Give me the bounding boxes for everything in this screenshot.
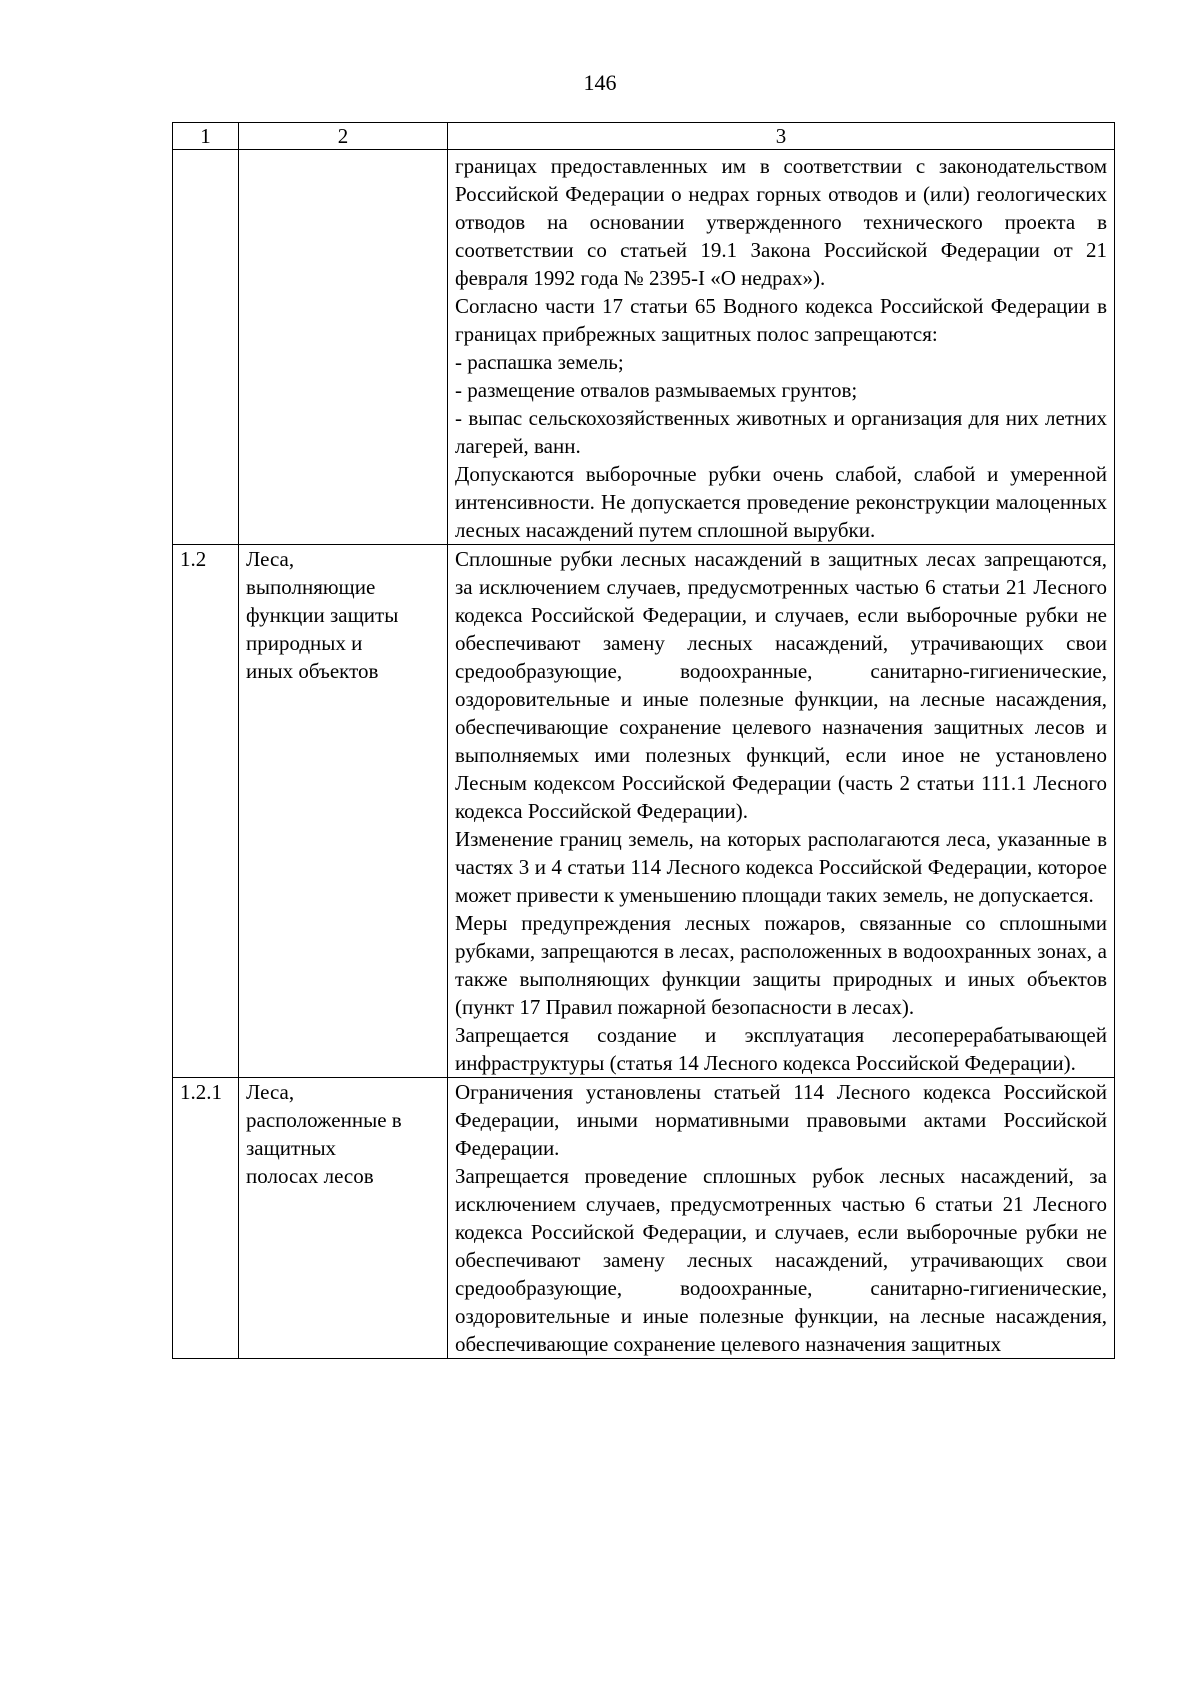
header-col-3: 3	[448, 123, 1115, 150]
paragraph: - распашка земель;	[455, 350, 624, 374]
category-line: Леса,	[246, 547, 295, 571]
header-col-1: 1	[173, 123, 239, 150]
category-line: защитных	[246, 1136, 337, 1160]
paragraph: Ограничения установлены статьей 114 Лесного кодекса Российской Федерации, иными нормативными правовыми актами Российской Федерации.	[455, 1080, 1107, 1160]
table-row	[173, 1078, 1115, 1359]
restrictions-table	[172, 122, 1115, 1359]
table-row	[173, 150, 1115, 545]
paragraph: Согласно части 17 статьи 65 Водного кодекса Российской Федерации в границах прибрежных защитных полос запрещаются:	[455, 294, 1107, 346]
category-line: полосах лесов	[246, 1164, 374, 1188]
row-number	[173, 150, 239, 545]
row-category	[239, 1078, 448, 1359]
paragraph: Сплошные рубки лесных насаждений в защитных лесах запрещаются, за исключением случаев, предусмотренных частью 6 статьи 21 Лесного кодекса Российской Федерации, и случаев, если выборочные рубки не обеспечивают замену лесных насаждений, утрачивающих свои средообразующие, водоохранные, санитарно-гигиенические, оздоровительные и иные полезные функции, на лесные насаждения, обеспечивающие сохранение целевого назначения защитных лесов и выполняемых ими полезных функций, если иное не установлено Лесным кодексом Российской Федерации (часть 2 статьи 111.1 Лесного кодекса Российской Федерации).	[455, 547, 1107, 823]
row-category	[239, 150, 448, 545]
category-line: Леса,	[246, 1080, 295, 1104]
category-line: функции защиты	[246, 603, 399, 627]
paragraph: Допускаются выборочные рубки очень слабой, слабой и умеренной интенсивности. Не допускается проведение реконструкции малоценных лесных насаждений путем сплошной вырубки.	[455, 462, 1107, 542]
row-number: 1.2	[173, 545, 239, 1078]
category-line: природных и	[246, 631, 363, 655]
row-category	[239, 545, 448, 1078]
paragraph: Изменение границ земель, на которых располагаются леса, указанные в частях 3 и 4 статьи 114 Лесного кодекса Российской Федерации, которое может привести к уменьшению площади таких земель, не допускается.	[455, 827, 1107, 907]
paragraph: - размещение отвалов размываемых грунтов;	[455, 378, 858, 402]
row-description	[448, 150, 1115, 545]
category-line: выполняющие	[246, 575, 376, 599]
paragraph: Запрещается проведение сплошных рубок лесных насаждений, за исключением случаев, предусмотренных частью 6 статьи 21 Лесного кодекса Российской Федерации, и случаев, если выборочные рубки не обеспечивают замену лесных насаждений, утрачивающих свои средообразующие, водоохранные, санитарно-гигиенические, оздоровительные и иные полезные функции, на лесные насаждения, обеспечивающие сохранение целевого назначения защитных	[455, 1164, 1107, 1356]
paragraph: Запрещается создание и эксплуатация лесоперерабатывающей инфраструктуры (статья 14 Лесного кодекса Российской Федерации).	[455, 1023, 1107, 1075]
header-col-2: 2	[239, 123, 448, 150]
table-header-row	[173, 123, 1115, 150]
row-description	[448, 545, 1115, 1078]
row-description	[448, 1078, 1115, 1359]
row-number: 1.2.1	[173, 1078, 239, 1359]
paragraph: границах предоставленных им в соответствии с законодательством Российской Федерации о недрах горных отводов и (или) геологических отводов на основании утвержденного технического проекта в соответствии со статьей 19.1 Закона Российской Федерации от 21 февраля 1992 года № 2395-I «О недрах»).	[455, 154, 1107, 290]
table-row	[173, 545, 1115, 1078]
paragraph: - выпас сельскохозяйственных животных и организация для них летних лагерей, ванн.	[455, 406, 1107, 458]
paragraph: Меры предупреждения лесных пожаров, связанные со сплошными рубками, запрещаются в лесах, расположенных в водоохранных зонах, а также выполняющих функции защиты природных и иных объектов (пункт 17 Правил пожарной безопасности в лесах).	[455, 911, 1107, 1019]
category-line: расположенные в	[246, 1108, 402, 1132]
category-line: иных объектов	[246, 659, 379, 683]
page-number: 146	[583, 70, 617, 95]
